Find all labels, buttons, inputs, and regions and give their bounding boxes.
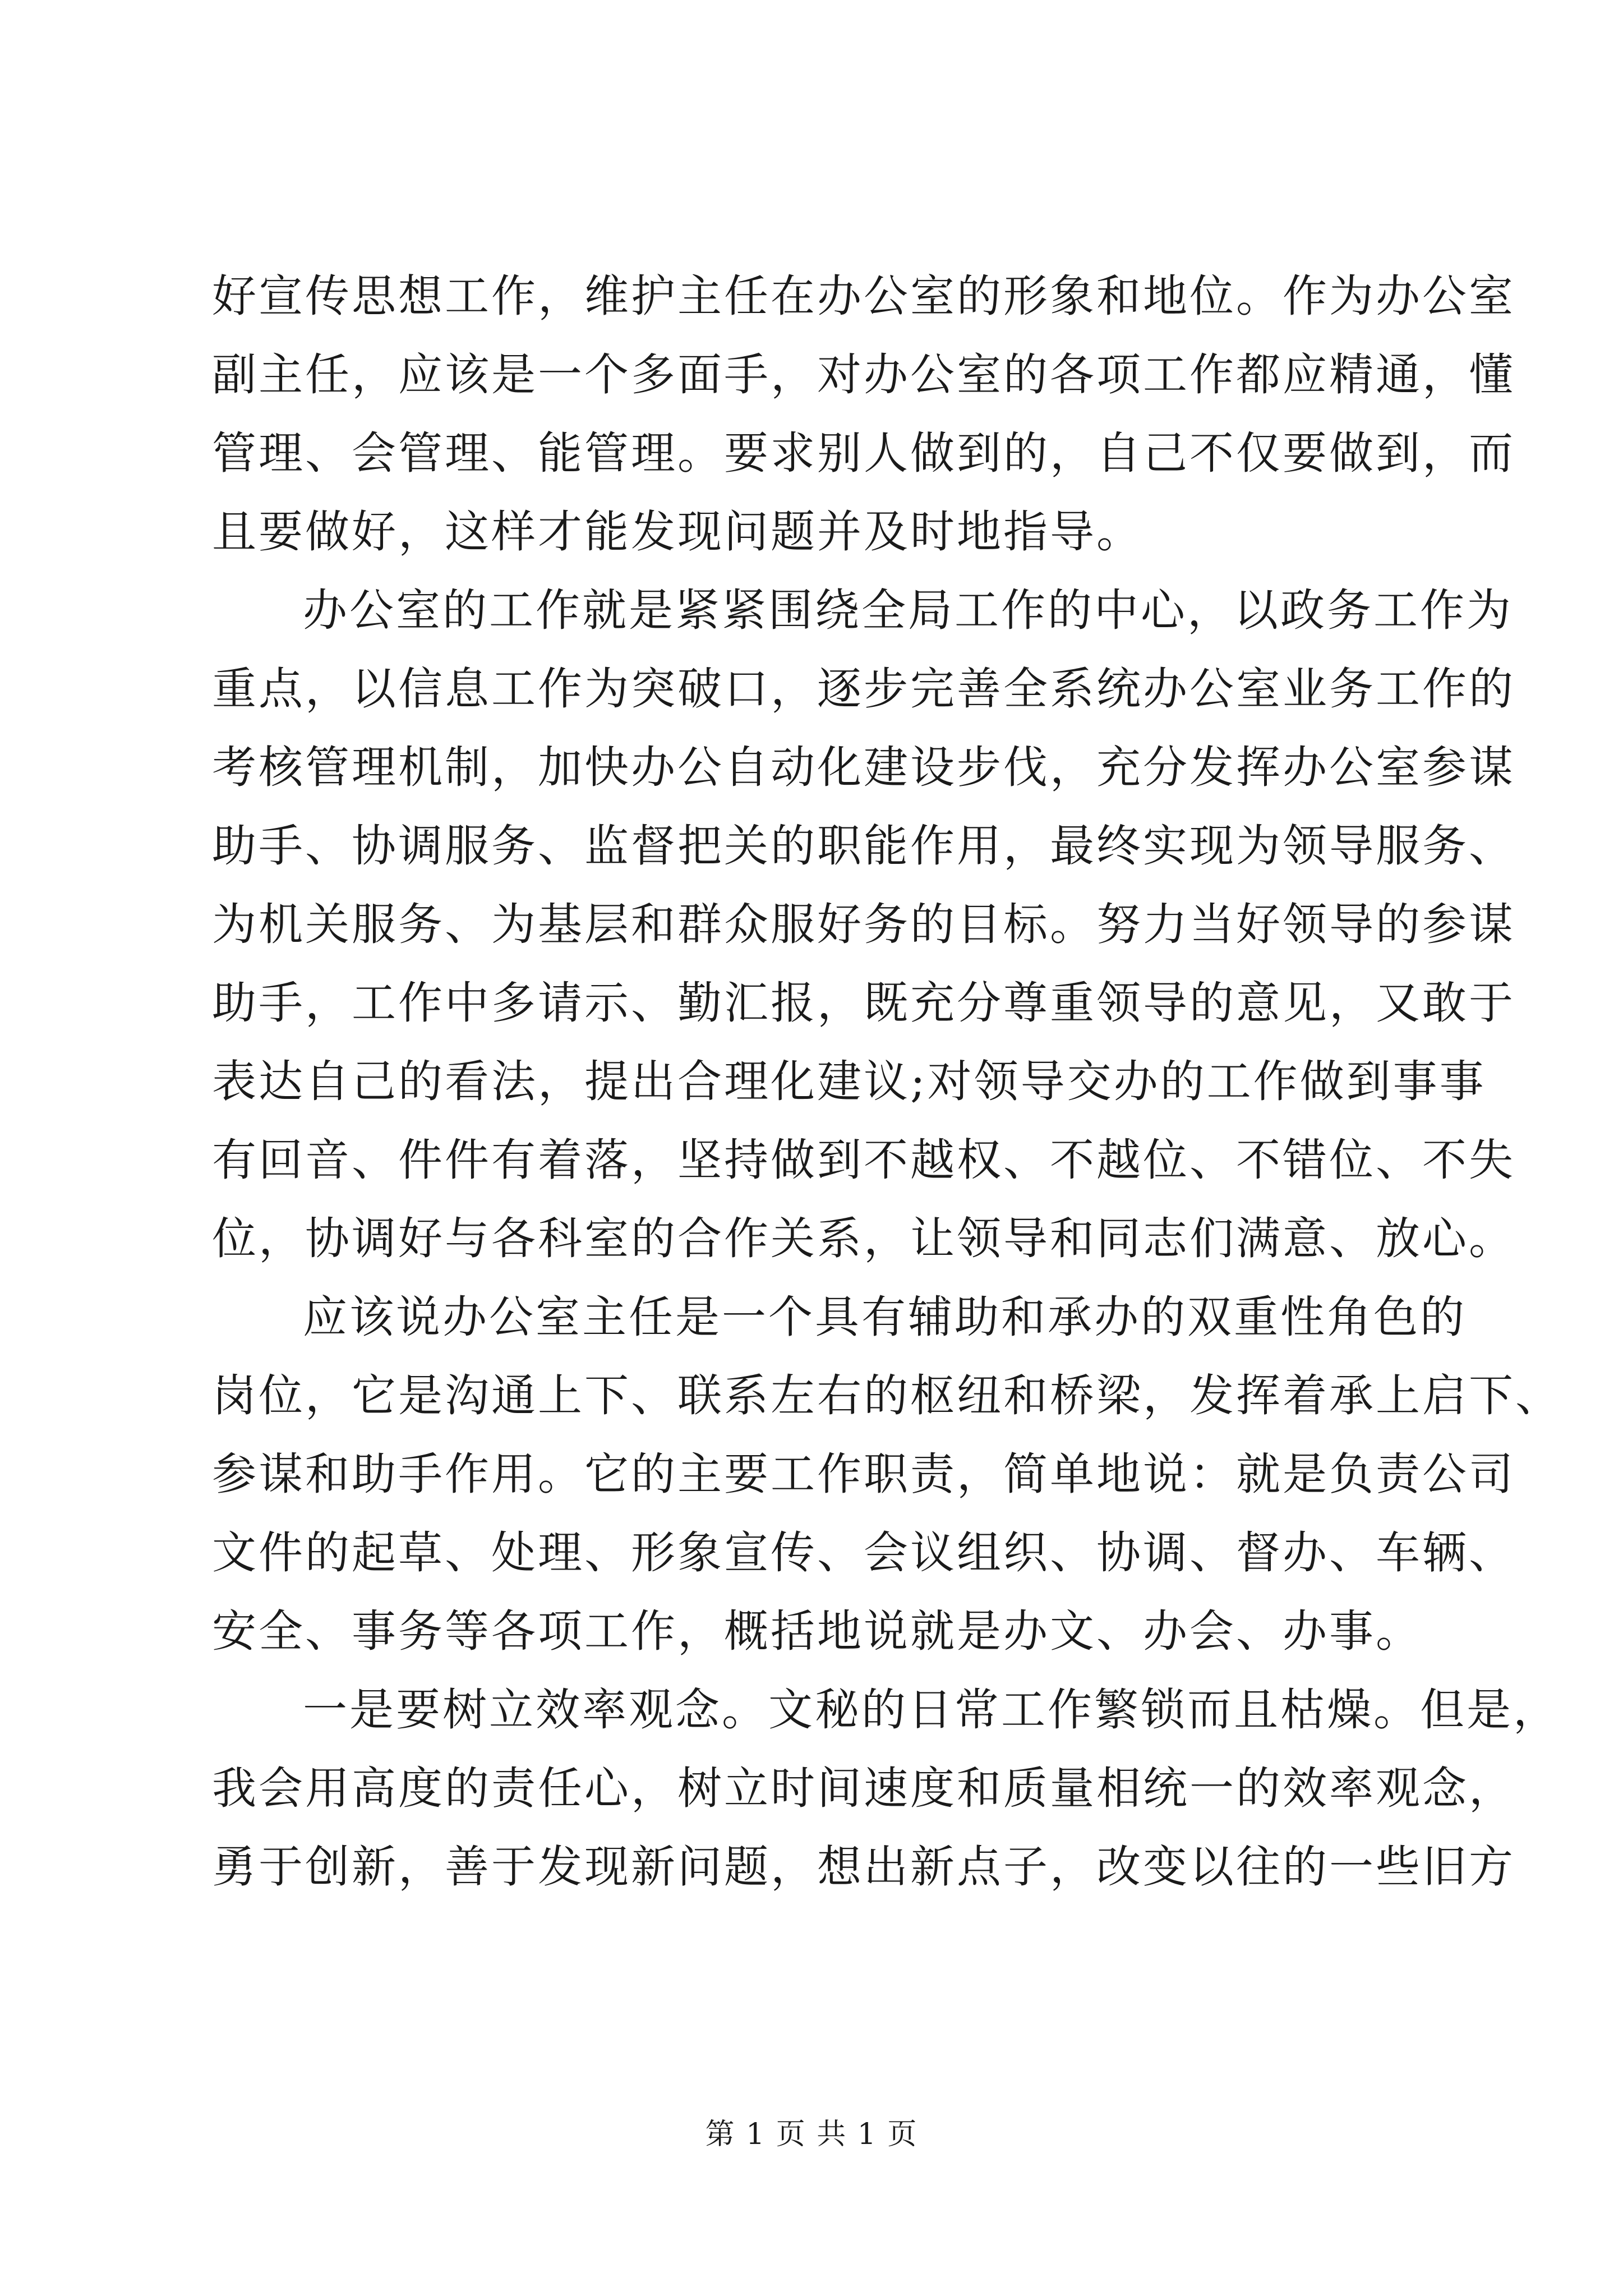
- text-line: 安全、事务等各项工作，概括地说就是办文、办会、办事。: [212, 1605, 1422, 1657]
- text-line: 副主任，应该是一个多面手，对办公室的各项工作都应精通，懂: [212, 349, 1515, 401]
- text-line: 一是要树立效率观念。文秘的日常工作繁锁而且枯燥。但是，: [303, 1684, 1560, 1736]
- text-line: 位，协调好与各科室的合作关系，让领导和同志们满意、放心。: [212, 1213, 1515, 1264]
- text-line: 有回音、件件有着落，坚持做到不越权、不越位、不错位、不失: [212, 1134, 1515, 1186]
- text-line: 勇于创新，善于发现新问题，想出新点子，改变以往的一些旧方: [212, 1841, 1515, 1893]
- text-line: 岗位，它是沟通上下、联系左右的枢纽和桥梁，发挥着承上启下、: [212, 1370, 1562, 1421]
- paragraph-3: [212, 1278, 1562, 1671]
- text-line: 应该说办公室主任是一个具有辅助和承办的双重性角色的: [303, 1291, 1467, 1343]
- text-line: 办公室的工作就是紧紧围绕全局工作的中心，以政务工作为: [303, 585, 1513, 636]
- paragraph-4: [212, 1671, 1560, 1906]
- text-line: 表达自己的看法，提出合理化建议;对领导交办的工作做到事事: [212, 1056, 1486, 1107]
- document-body: [212, 257, 1562, 1906]
- page-footer: [0, 2115, 1623, 2154]
- text-line: 参谋和助手作用。它的主要工作职责，简单地说：就是负责公司: [212, 1448, 1515, 1500]
- text-line: 且要做好，这样才能发现问题并及时地指导。: [212, 506, 1143, 558]
- text-line: 重点，以信息工作为突破口，逐步完善全系统办公室业务工作的: [212, 663, 1515, 715]
- text-line: 考核管理机制，加快办公自动化建设步伐，充分发挥办公室参谋: [212, 742, 1515, 793]
- text-line: 我会用高度的责任心，树立时间速度和质量相统一的效率观念，: [212, 1763, 1515, 1814]
- text-line: 好宣传思想工作，维护主任在办公室的形象和地位。作为办公室: [212, 270, 1515, 322]
- text-line: 文件的起草、处理、形象宣传、会议组织、协调、督办、车辆、: [212, 1527, 1515, 1579]
- text-line: 为机关服务、为基层和群众服好务的目标。努力当好领导的参谋: [212, 899, 1515, 950]
- paragraph-1: [212, 257, 1515, 571]
- paragraph-2: [212, 571, 1515, 1278]
- text-line: 助手、协调服务、监督把关的职能作用，最终实现为领导服务、: [212, 820, 1515, 872]
- text-line: 管理、会管理、能管理。要求别人做到的，自己不仅要做到，而: [212, 427, 1515, 479]
- text-line: 助手，工作中多请示、勤汇报，既充分尊重领导的意见，又敢于: [212, 977, 1515, 1029]
- page-number-label: 第 1 页 共 1 页: [705, 2118, 918, 2151]
